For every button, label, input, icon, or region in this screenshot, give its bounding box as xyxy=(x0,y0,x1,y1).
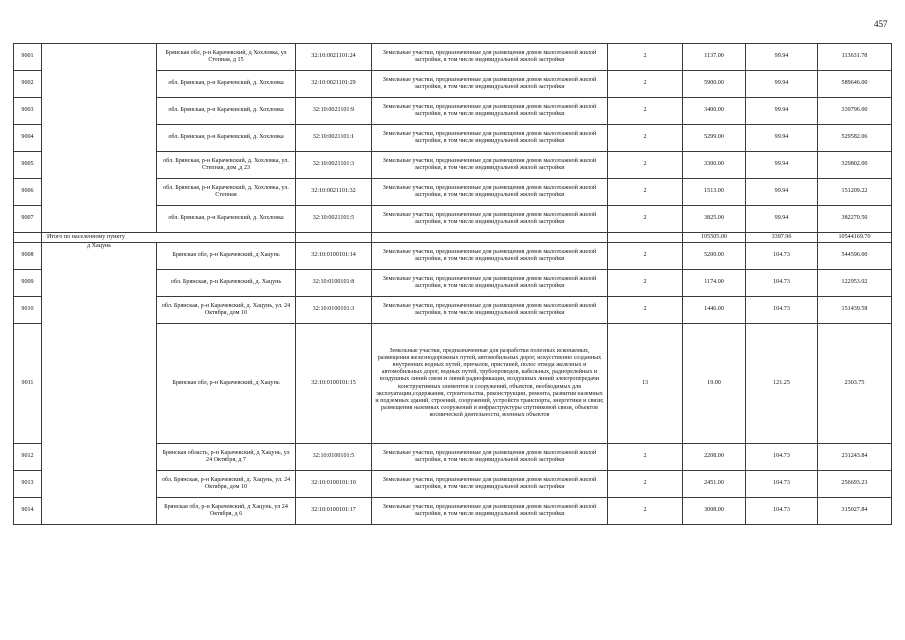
cadastral-value-cell: 529582.06 xyxy=(818,125,892,152)
cadastral-value-cell: 113631.78 xyxy=(818,44,892,71)
row-number: 9006 xyxy=(14,179,42,206)
total-value: 10544169.70 xyxy=(818,233,892,243)
table-body-total xyxy=(14,233,892,243)
land-use-description-cell: Земельные участки, предназначенные для размещения домов малоэтажной жилой застройки, в том числе индивидуальной жилой застройки xyxy=(372,444,608,471)
address-cell: обл. Брянская, р-н Карачевский, д. Хацунь xyxy=(157,270,296,297)
address-cell: Брянская обл, р-н Карачевский, д Хацунь, ул 24 Октября, д 6 xyxy=(157,498,296,525)
specific-value-cell: 121.25 xyxy=(746,324,818,444)
cadastral-number-cell: 32:10:0021101:29 xyxy=(296,71,372,98)
specific-value-cell: 99.94 xyxy=(746,44,818,71)
table-row xyxy=(14,44,892,71)
row-number: 9011 xyxy=(14,324,42,444)
land-use-description-cell: Земельные участки, предназначенные для размещения домов малоэтажной жилой застройки, в том числе индивидуальной жилой застройки xyxy=(372,471,608,498)
specific-value-cell: 99.94 xyxy=(746,125,818,152)
specific-value-cell: 104.73 xyxy=(746,243,818,270)
area-cell: 3825.00 xyxy=(683,206,746,233)
land-use-code-cell: 2 xyxy=(608,44,683,71)
specific-value-cell: 104.73 xyxy=(746,270,818,297)
land-use-code-cell: 2 xyxy=(608,125,683,152)
row-number: 9003 xyxy=(14,98,42,125)
address-cell: обл. Брянская, р-н Карачевский, д. Хохловка xyxy=(157,98,296,125)
total-rate: 3397.96 xyxy=(746,233,818,243)
cadastral-number-cell: 32:10:0100101:15 xyxy=(296,324,372,444)
area-cell: 2451.00 xyxy=(683,471,746,498)
locality-total-row xyxy=(14,233,892,243)
land-use-code-cell: 2 xyxy=(608,270,683,297)
total-num-cell xyxy=(14,233,42,243)
row-number: 9014 xyxy=(14,498,42,525)
row-number: 9005 xyxy=(14,152,42,179)
area-cell: 1137.00 xyxy=(683,44,746,71)
area-cell: 3400.00 xyxy=(683,98,746,125)
row-number: 9009 xyxy=(14,270,42,297)
cadastral-number-cell: 32:10:0100101:5 xyxy=(296,444,372,471)
cadastral-value-cell: 589646.00 xyxy=(818,71,892,98)
land-use-description-cell: Земельные участки, предназначенные для размещения домов малоэтажной жилой застройки, в том числе индивидуальной жилой застройки xyxy=(372,297,608,324)
address-cell: обл. Брянская, р-н Карачевский, д. Хохловка, ул. Степная, дом ,д 23 xyxy=(157,152,296,179)
area-cell: 2208.00 xyxy=(683,444,746,471)
cadastral-value-cell: 231243.84 xyxy=(818,444,892,471)
table-row xyxy=(14,243,892,270)
land-use-description-cell: Земельные участки, предназначенные для размещения домов малоэтажной жилой застройки, в том числе индивидуальной жилой застройки xyxy=(372,152,608,179)
land-use-code-cell: 13 xyxy=(608,324,683,444)
table-body-hokhlovka xyxy=(14,44,892,233)
cadastral-number-cell: 32:10:0021101:32 xyxy=(296,179,372,206)
row-number: 9008 xyxy=(14,243,42,270)
page-number: 457 xyxy=(874,19,888,29)
cadastral-number-cell: 32:10:0021101:1 xyxy=(296,125,372,152)
area-cell: 5200.00 xyxy=(683,243,746,270)
cadastral-number-cell: 32:10:0100101:10 xyxy=(296,471,372,498)
total-cad-cell xyxy=(296,233,372,243)
land-use-code-cell: 2 xyxy=(608,152,683,179)
cadastral-number-cell: 32:10:0021101:9 xyxy=(296,98,372,125)
cadastral-number-cell: 32:10:0100101:8 xyxy=(296,270,372,297)
cadastral-value-cell: 151209.22 xyxy=(818,179,892,206)
land-use-description-cell: Земельные участки, предназначенные для размещения домов малоэтажной жилой застройки, в том числе индивидуальной жилой застройки xyxy=(372,179,608,206)
row-number: 9007 xyxy=(14,206,42,233)
land-use-code-cell: 2 xyxy=(608,498,683,525)
land-use-description-cell: Земельные участки, предназначенные для разработки полезных ископаемых, размещения железнодорожных путей, автомобильных дорог, искусственно созданных внутренних водных путей, причалов, пристаней, полос отвода железных и автомобильных дорог, водных путей, трубопроводов, кабельных, радиорелейных и воздушных линий связи и линий радиофикации, воздушных линий электропередачи конструктивных элементов и сооружений, объектов, необходимых для эксплуатации,содержания, строительства, реконструкции, ремонта, развития наземных и подземных зданий, строений, сооружений, устройств транспорта, энергетики и связи; размещения наземных сооружений и инфраструктуры спутниковой связи, объектов космической деятельности, военных объектов xyxy=(372,324,608,444)
land-use-code-cell: 2 xyxy=(608,297,683,324)
cadastral-value-cell: 339796.00 xyxy=(818,98,892,125)
land-use-code-cell: 2 xyxy=(608,471,683,498)
cadastral-value-cell: 2303.75 xyxy=(818,324,892,444)
cadastral-number-cell: 32:10:0100101:17 xyxy=(296,498,372,525)
area-cell: 5900.00 xyxy=(683,71,746,98)
cadastral-value-cell: 329802.00 xyxy=(818,152,892,179)
total-label: Итого по населенному пункту xyxy=(42,233,296,243)
area-cell: 5299.00 xyxy=(683,125,746,152)
address-cell: Брянская обл, р-н Карачевский, д Хацунь xyxy=(157,324,296,444)
specific-value-cell: 104.73 xyxy=(746,498,818,525)
locality-cell: д Хацунь xyxy=(42,243,157,525)
total-desc-cell xyxy=(372,233,608,243)
specific-value-cell: 99.94 xyxy=(746,98,818,125)
address-cell: Брянская обл, р-н Карачевский, д Хацунь xyxy=(157,243,296,270)
address-cell: обл. Брянская, р-н Карачевский, д. Хохловка xyxy=(157,206,296,233)
cadastral-number-cell: 32:10:0021101:5 xyxy=(296,206,372,233)
specific-value-cell: 99.94 xyxy=(746,71,818,98)
cadastral-value-cell: 256693.23 xyxy=(818,471,892,498)
address-cell: обл. Брянская, р-н Карачевский, д. Хохловка, ул. Степная xyxy=(157,179,296,206)
address-cell: обл. Брянская, р-н Карачевский, д. Хацунь, ул. 24 Октября, дом 10 xyxy=(157,471,296,498)
address-cell: обл. Брянская, р-н Карачевский, д. Хохловка xyxy=(157,71,296,98)
land-use-description-cell: Земельные участки, предназначенные для размещения домов малоэтажной жилой застройки, в том числе индивидуальной жилой застройки xyxy=(372,71,608,98)
land-use-description-cell: Земельные участки, предназначенные для размещения домов малоэтажной жилой застройки, в том числе индивидуальной жилой застройки xyxy=(372,270,608,297)
specific-value-cell: 104.73 xyxy=(746,444,818,471)
cadastral-number-cell: 32:10:0021101:3 xyxy=(296,152,372,179)
land-use-code-cell: 2 xyxy=(608,206,683,233)
area-cell: 3008.00 xyxy=(683,498,746,525)
locality-cell xyxy=(42,44,157,233)
land-use-description-cell: Земельные участки, предназначенные для размещения домов малоэтажной жилой застройки, в том числе индивидуальной жилой застройки xyxy=(372,98,608,125)
specific-value-cell: 99.94 xyxy=(746,179,818,206)
address-cell: Брянская область, р-н Карачевский, д Хацунь, ул 24 Октября, д 7 xyxy=(157,444,296,471)
specific-value-cell: 104.73 xyxy=(746,471,818,498)
land-use-description-cell: Земельные участки, предназначенные для размещения домов малоэтажной жилой застройки, в том числе индивидуальной жилой застройки xyxy=(372,125,608,152)
address-cell: обл. Брянская, р-н Карачевский, д. Хохловка xyxy=(157,125,296,152)
land-use-code-cell: 2 xyxy=(608,179,683,206)
cadastral-number-cell: 32:10:0021101:24 xyxy=(296,44,372,71)
area-cell: 1446.00 xyxy=(683,297,746,324)
cadastral-value-cell: 544596.00 xyxy=(818,243,892,270)
land-cadastre-table xyxy=(13,43,892,525)
row-number: 9013 xyxy=(14,471,42,498)
land-use-code-cell: 2 xyxy=(608,71,683,98)
cadastral-value-cell: 315027.84 xyxy=(818,498,892,525)
total-code-cell xyxy=(608,233,683,243)
cadastral-value-cell: 151439.58 xyxy=(818,297,892,324)
land-use-description-cell: Земельные участки, предназначенные для размещения домов малоэтажной жилой застройки, в том числе индивидуальной жилой застройки xyxy=(372,206,608,233)
land-use-description-cell: Земельные участки, предназначенные для размещения домов малоэтажной жилой застройки, в том числе индивидуальной жилой застройки xyxy=(372,243,608,270)
area-cell: 19.00 xyxy=(683,324,746,444)
area-cell: 3300.00 xyxy=(683,152,746,179)
row-number: 9012 xyxy=(14,444,42,471)
table-body-khatsun xyxy=(14,243,892,525)
land-use-code-cell: 2 xyxy=(608,98,683,125)
specific-value-cell: 99.94 xyxy=(746,206,818,233)
land-use-code-cell: 2 xyxy=(608,243,683,270)
area-cell: 1513.00 xyxy=(683,179,746,206)
land-use-code-cell: 2 xyxy=(608,444,683,471)
area-cell: 1174.00 xyxy=(683,270,746,297)
land-use-description-cell: Земельные участки, предназначенные для размещения домов малоэтажной жилой застройки, в том числе индивидуальной жилой застройки xyxy=(372,498,608,525)
address-cell: Брянская обл, р-н Карачевский, д Хохловка, ул Степная, д 15 xyxy=(157,44,296,71)
total-area: 105505.00 xyxy=(683,233,746,243)
land-use-description-cell: Земельные участки, предназначенные для размещения домов малоэтажной жилой застройки, в том числе индивидуальной жилой застройки xyxy=(372,44,608,71)
cadastral-value-cell: 122953.02 xyxy=(818,270,892,297)
address-cell: обл. Брянская, р-н Карачевский, д. Хацунь, ул. 24 Октября, дом 10 xyxy=(157,297,296,324)
cadastral-number-cell: 32:10:0100101:14 xyxy=(296,243,372,270)
row-number: 9002 xyxy=(14,71,42,98)
cadastral-value-cell: 382270.50 xyxy=(818,206,892,233)
row-number: 9001 xyxy=(14,44,42,71)
specific-value-cell: 104.73 xyxy=(746,297,818,324)
row-number: 9010 xyxy=(14,297,42,324)
specific-value-cell: 99.94 xyxy=(746,152,818,179)
cadastral-number-cell: 32:10:0100101:3 xyxy=(296,297,372,324)
row-number: 9004 xyxy=(14,125,42,152)
